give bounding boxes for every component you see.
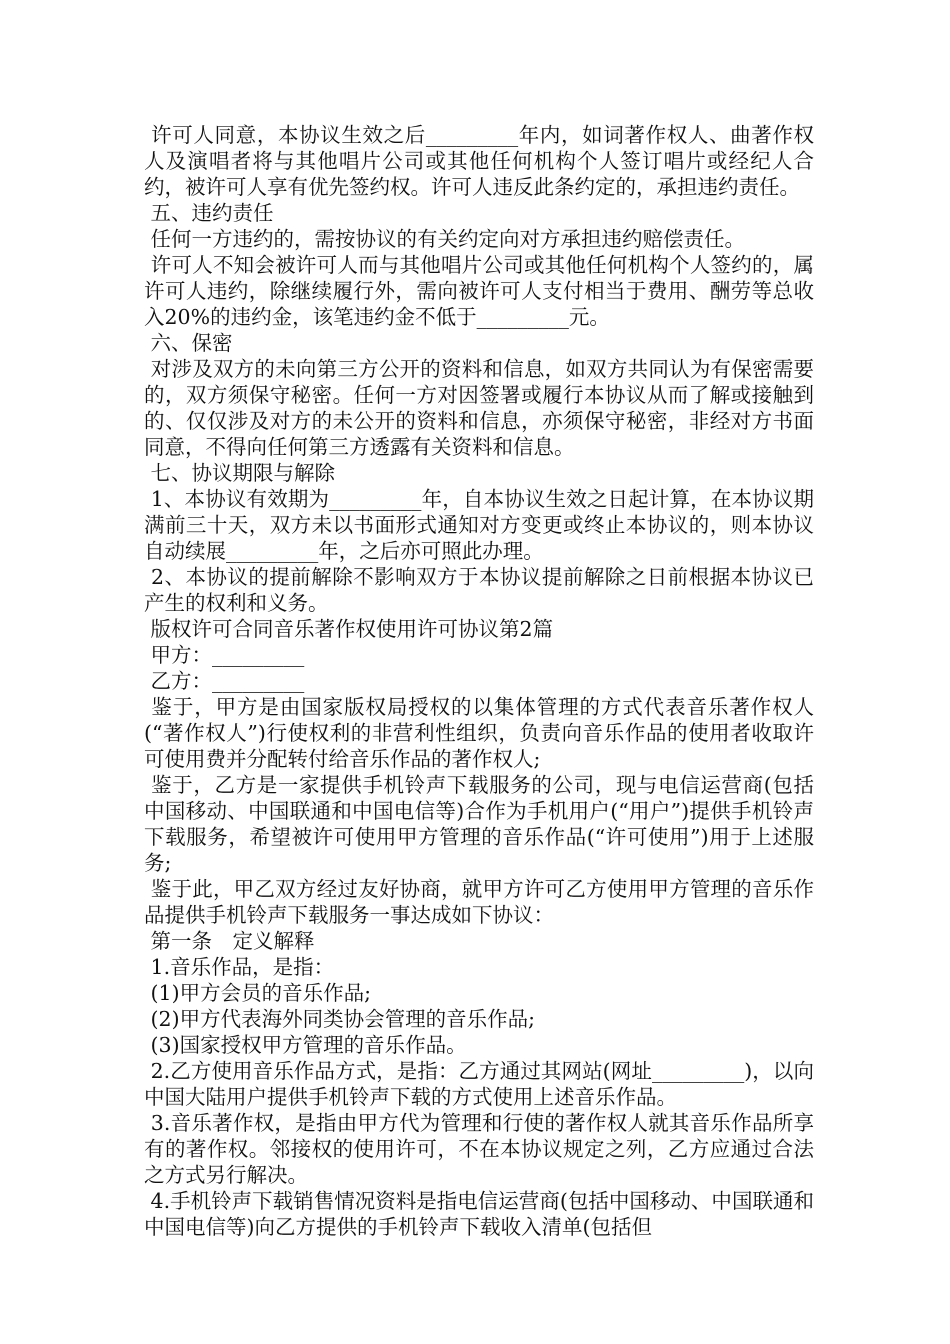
definition-item-1: (1)甲方会员的音乐作品; (144, 981, 371, 1005)
party-a-line: 甲方：_________ (144, 643, 305, 667)
definition-item-3: (3)国家授权甲方管理的音乐作品。 (144, 1033, 467, 1057)
paragraph-whereas-agreement: 鉴于此，甲乙双方经过友好协商，就甲方许可乙方使用甲方管理的音乐作品提供手机铃声下载服务一事达成如下协议： (144, 877, 814, 927)
paragraph-whereas-party-b: 鉴于，乙方是一家提供手机铃声下载服务的公司，现与电信运营商(包括中国移动、中国联通和中国电信等)合作为手机用户(“用户”)提供手机铃声下载服务，希望被许可使用甲方管理的音乐作品(“许可使用”)用于上述服务; (144, 773, 814, 875)
definition-item-2: (2)甲方代表海外同类协会管理的音乐作品; (144, 1007, 535, 1031)
section-title-contract-2: 版权许可合同音乐著作权使用许可协议第2篇 (144, 617, 554, 641)
definition-usage-method: 2.乙方使用音乐作品方式，是指：乙方通过其网站(网址_________)，以向中国大陆用户提供手机铃声下载的方式使用上述音乐作品。 (144, 1059, 814, 1109)
heading-term-termination: 七、协议期限与解除 (144, 461, 336, 485)
paragraph-breach-general: 任何一方违约的，需按协议的有关约定向对方承担违约赔偿责任。 (144, 227, 746, 251)
paragraph-early-termination: 2、本协议的提前解除不影响双方于本协议提前解除之日前根据本协议已产生的权利和义务。 (144, 565, 814, 615)
definition-sales-data: 4.手机铃声下载销售情况资料是指电信运营商(包括中国移动、中国联通和中国电信等)向乙方提供的手机铃声下载收入清单(包括但 (144, 1189, 814, 1239)
document-page (144, 122, 814, 1240)
heading-breach-liability: 五、违约责任 (144, 201, 274, 225)
paragraph-confidentiality: 对涉及双方的未向第三方公开的资料和信息，如双方共同认为有保密需要的，双方须保守秘密。任何一方对因签署或履行本协议从而了解或接触到的、仅仅涉及对方的未公开的资料和信息，亦须保守秘密，非经对方书面同意，不得向任何第三方透露有关资料和信息。 (144, 357, 814, 459)
heading-confidentiality: 六、保密 (144, 331, 233, 355)
heading-article-1-definitions: 第一条 定义解释 (144, 929, 315, 953)
definition-copyright: 3.音乐著作权，是指由甲方代为管理和行使的著作权人就其音乐作品所享有的著作权。邻接权的使用许可，不在本协议规定之列，乙方应通过合法之方式另行解决。 (144, 1111, 814, 1187)
paragraph-priority-signing: 许可人同意，本协议生效之后_________年内，如词著作权人、曲著作权人及演唱者将与其他唱片公司或其他任何机构个人签订唱片或经纪人合约，被许可人享有优先签约权。许可人违反此条约定的，承担违约责任。 (144, 123, 814, 199)
paragraph-whereas-party-a: 鉴于，甲方是由国家版权局授权的以集体管理的方式代表音乐著作权人(“著作权人”)行使权利的非营利性组织，负责向音乐作品的使用者收取许可使用费并分配转付给音乐作品的著作权人; (144, 695, 814, 771)
definition-music-works: 1.音乐作品，是指： (144, 955, 335, 979)
party-b-line: 乙方：_________ (144, 669, 305, 693)
paragraph-term-validity: 1、本协议有效期为_________年，自本协议生效之日起计算，在本协议期满前三十天，双方未以书面形式通知对方变更或终止本协议的，则本协议自动续展_________年，之后亦可照此办理。 (144, 487, 814, 563)
paragraph-breach-penalty: 许可人不知会被许可人而与其他唱片公司或其他任何机构个人签约的，属许可人违约，除继续履行外，需向被许可人支付相当于费用、酬劳等总收入20%的违约金，该笔违约金不低于_________元。 (144, 253, 814, 329)
